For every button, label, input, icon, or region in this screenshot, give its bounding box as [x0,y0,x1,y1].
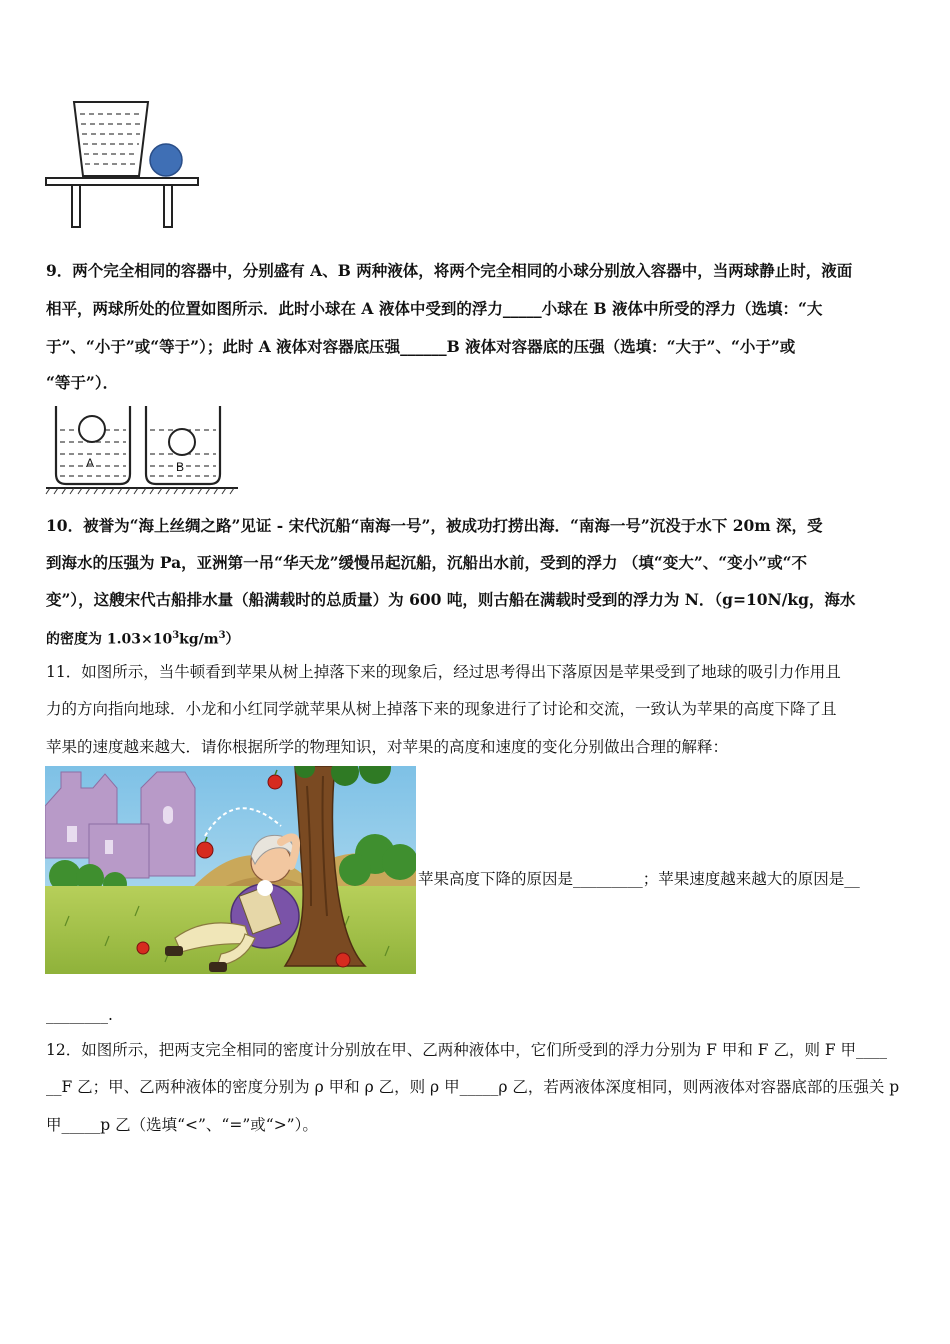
q10-line-3: 变”），这艘宋代古船排水量（船满载时的总质量）为 600 吨，则古船在满载时受到的浮力为 N．（g=10N/kg，海水 [46,590,856,609]
q10-line-4-pre: 的密度为 1.03×10 [46,631,173,648]
q10-line-4-mid: kg/m [179,631,219,648]
label-a: A [86,456,95,470]
q11-line-2: 力的方向指向地球．小龙和小红同学就苹果从树上掉落下来的现象进行了讨论和交流，一致认为苹果的高度下降了且 [46,700,837,718]
cup-ball-table-figure [44,100,204,232]
q10-line-1: 10．被誉为“海上丝绸之路”见证 - 宋代沉船“南海一号”，被成功打捞出海．“南海一号”沉没于水下 20m 深，受 [46,516,823,535]
q12-line-2: __F 乙；甲、乙两种液体的密度分别为 ρ 甲和 ρ 乙，则 ρ 甲_____ρ 乙，若两液体深度相同，则两液体对容器底部的压强关 p [46,1078,900,1096]
q9-line-4: “等于”）． [46,373,119,392]
label-b: B [176,460,185,474]
q10-line-4 [46,626,240,650]
q9-line-1: 9．两个完全相同的容器中，分别盛有 A、B 两种液体，将两个完全相同的小球分别放入容器中，当两球静止时，液面 [46,261,853,280]
q11-line-3: 苹果的速度越来越大．请你根据所学的物理知识，对苹果的高度和速度的变化分别做出合理的解释： [46,738,729,756]
q9-line-2: 相平，两球所处的位置如图所示．此时小球在 A 液体中受到的浮力_____小球在 B 液体中所受的浮力（选填：“大 [46,299,823,318]
q9-line-3: 于”、“小于”或“等于”）；此时 A 液体对容器底压强______B 液体对容器底的压强（选填：“大于”、“小于”或 [46,337,796,356]
newton-apple-illustration [45,766,416,974]
q12-line-1: 12．如图所示，把两支完全相同的密度计分别放在甲、乙两种液体中，它们所受到的浮力分别为 F 甲和 F 乙，则 F 甲____ [46,1041,888,1059]
q11-answer-line: 苹果高度下降的原因是_________；苹果速度越来越大的原因是__ [418,870,860,888]
containers-ab-figure [44,402,240,498]
q10-line-2: 到海水的压强为 Pa，亚洲第一吊“华天龙”缓慢吊起沉船，沉船出水前，受到的浮力 （填“变大”、“变小”或“不 [46,553,807,572]
q10-sup-1: 3 [172,630,180,641]
q11-line-1: 11．如图所示，当牛顿看到苹果从树上掉落下来的现象后，经过思考得出下落原因是苹果受到了地球的吸引力作用且 [46,663,841,681]
q10-sup-2: 3 [218,630,226,641]
q12-line-3: 甲_____p 乙（选填“<”、“=”或“>”）。 [46,1116,318,1134]
q10-line-4-post: ） [225,631,240,648]
q11-answer-end: ________. [46,1006,113,1024]
